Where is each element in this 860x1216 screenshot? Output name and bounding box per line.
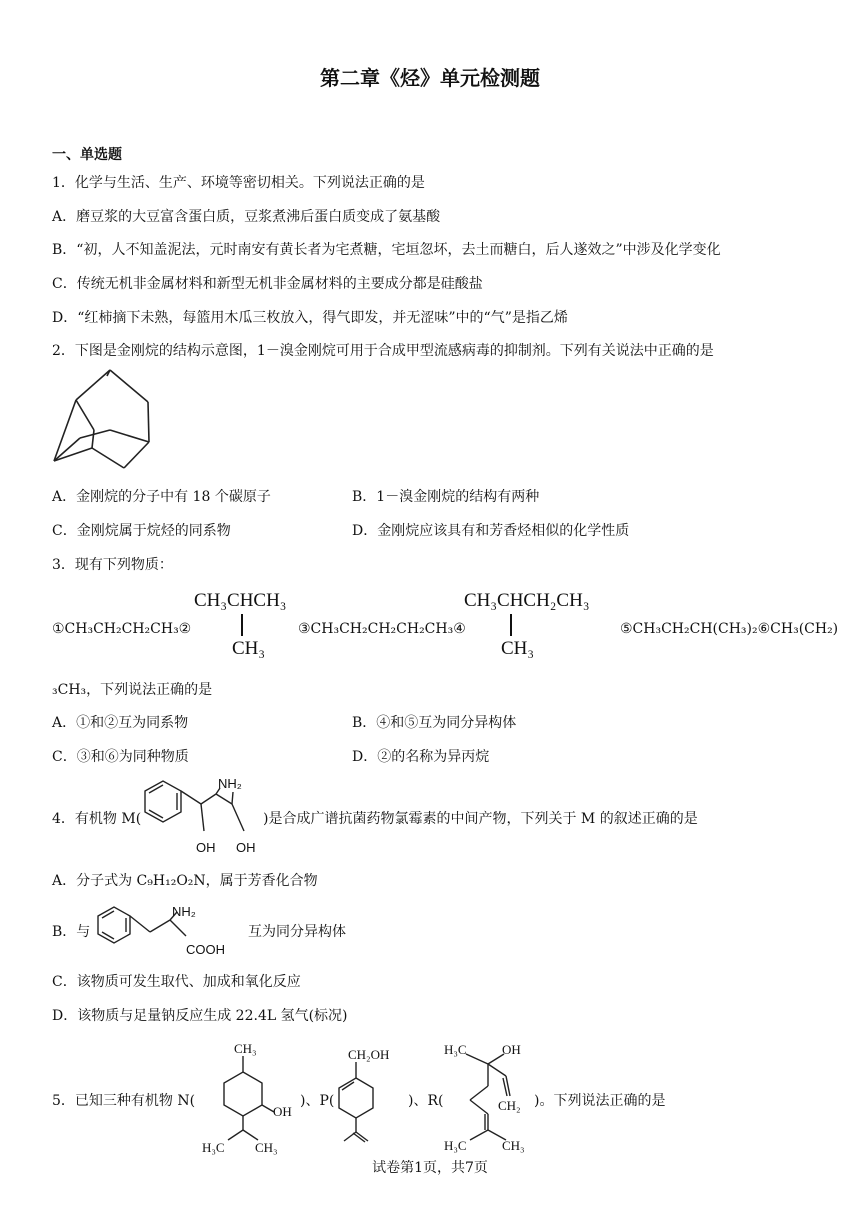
q4-stem-before: 4．有机物 M( (52, 811, 142, 827)
q3-option-a: A．①和②互为同系物 (52, 715, 189, 731)
m-oh-label-1: OH (196, 840, 216, 855)
q5-stem-r: )、R( (408, 1093, 444, 1109)
r-h3c2-label: H₃C (444, 1138, 467, 1153)
phe-cooh-label: COOH (186, 942, 225, 957)
q1-stem: 1．化学与生活、生产、环境等密切相关。下列说法正确的是 (52, 175, 425, 191)
section-heading: 一、单选题 (52, 147, 122, 163)
r-h3c-label: H₃C (444, 1042, 467, 1057)
adamantane-structure (52, 368, 152, 473)
q3-option-d: D．②的名称为异丙烷 (352, 749, 490, 765)
q3-option-c: C．③和⑥为同种物质 (52, 749, 189, 765)
n-h3c-label: H₃C (202, 1140, 225, 1155)
q4-option-b-before: B．与 (52, 924, 91, 940)
q3-structure-4-bond (510, 614, 512, 636)
q3-item-1: ①CH₃CH₂CH₂CH₃② (52, 621, 192, 637)
r-ch2-label: CH₂ (498, 1098, 521, 1113)
compound-p-structure (336, 1044, 412, 1150)
q1-option-b: B．“初，人不知盖泥法，元时南安有黄长者为宅煮糖，宅垣忽坏，去土而糖白，后人遂效之”中涉及化学变化 (52, 242, 721, 258)
n-oh-label: OH (273, 1104, 292, 1119)
q5-stem-n: 5．已知三种有机物 N( (52, 1093, 196, 1109)
q4-option-c: C．该物质可发生取代、加成和氧化反应 (52, 974, 301, 990)
q5-stem-p: )、P( (300, 1093, 335, 1109)
q2-option-a: A．金刚烷的分子中有 18 个碳原子 (52, 489, 271, 505)
q4-option-a: A．分子式为 C₉H₁₂O₂N，属于芳香化合物 (52, 873, 318, 889)
q2-option-d: D．金刚烷应该具有和芳香烃相似的化学性质 (352, 523, 630, 539)
q4-option-d: D．该物质与足量钠反应生成 22.4L 氢气(标况) (52, 1008, 348, 1024)
q2-stem: 2．下图是金刚烷的结构示意图，1－溴金刚烷可用于合成甲型流感病毒的抑制剂。下列有关说法中正确的是 (52, 343, 714, 359)
q2-option-c: C．金刚烷属于烷烃的同系物 (52, 523, 231, 539)
phe-nh2-label: NH₂ (172, 904, 196, 919)
q3-structure-2-bond (241, 614, 243, 636)
q1-option-c: C．传统无机非金属材料和新型无机非金属材料的主要成分都是硅酸盐 (52, 276, 483, 292)
n-ch3-label: CH₃ (234, 1041, 257, 1056)
q3-option-b: B．④和⑤互为同分异构体 (352, 715, 517, 731)
q3-item-3: ③CH₃CH₂CH₂CH₂CH₃④ (298, 621, 466, 637)
q1-option-a: A．磨豆浆的大豆富含蛋白质，豆浆煮沸后蛋白质变成了氨基酸 (52, 209, 441, 225)
q3-structure-2-top: CH₃CHCH₃ (194, 590, 287, 611)
m-nh2-label: NH₂ (218, 776, 242, 791)
q3-structure-4-bottom: CH₃ (501, 638, 535, 659)
p-ch2oh-label: CH₂OH (348, 1047, 390, 1062)
r-ch3-label: CH₃ (502, 1138, 525, 1153)
q3-stem-continued: ₃CH₃，下列说法正确的是 (52, 682, 213, 698)
compound-n-structure (200, 1040, 300, 1156)
q4-stem-after: )是合成广谱抗菌药物氯霉素的中间产物，下列关于 M 的叙述正确的是 (263, 811, 698, 827)
q5-stem-end: )。下列说法正确的是 (534, 1093, 666, 1109)
m-oh-label-2: OH (236, 840, 256, 855)
compound-r-structure (440, 1040, 536, 1156)
phenylalanine-structure (92, 902, 252, 962)
r-oh-label: OH (502, 1042, 521, 1057)
q4-option-b-after: 互为同分异构体 (248, 924, 346, 940)
q3-structure-2-bottom: CH₃ (232, 638, 266, 659)
n-ch3b-label: CH₃ (255, 1140, 278, 1155)
q2-option-b: B．1－溴金刚烷的结构有两种 (352, 489, 540, 505)
q1-option-d: D．“红柿摘下未熟，每篮用木瓜三枚放入，得气即发，并无涩味”中的“气”是指乙烯 (52, 310, 568, 326)
page-title: 第二章《烃》单元检测题 (320, 66, 540, 90)
q3-structure-4-top: CH₃CHCH₂CH₃ (464, 590, 590, 611)
compound-m-structure (138, 776, 262, 858)
q3-stem: 3．现有下列物质： (52, 557, 173, 573)
q3-item-5-6: ⑤CH₃CH₂CH(CH₃)₂⑥CH₃(CH₂) (620, 621, 839, 637)
page-footer: 试卷第1页，共7页 (372, 1160, 488, 1176)
